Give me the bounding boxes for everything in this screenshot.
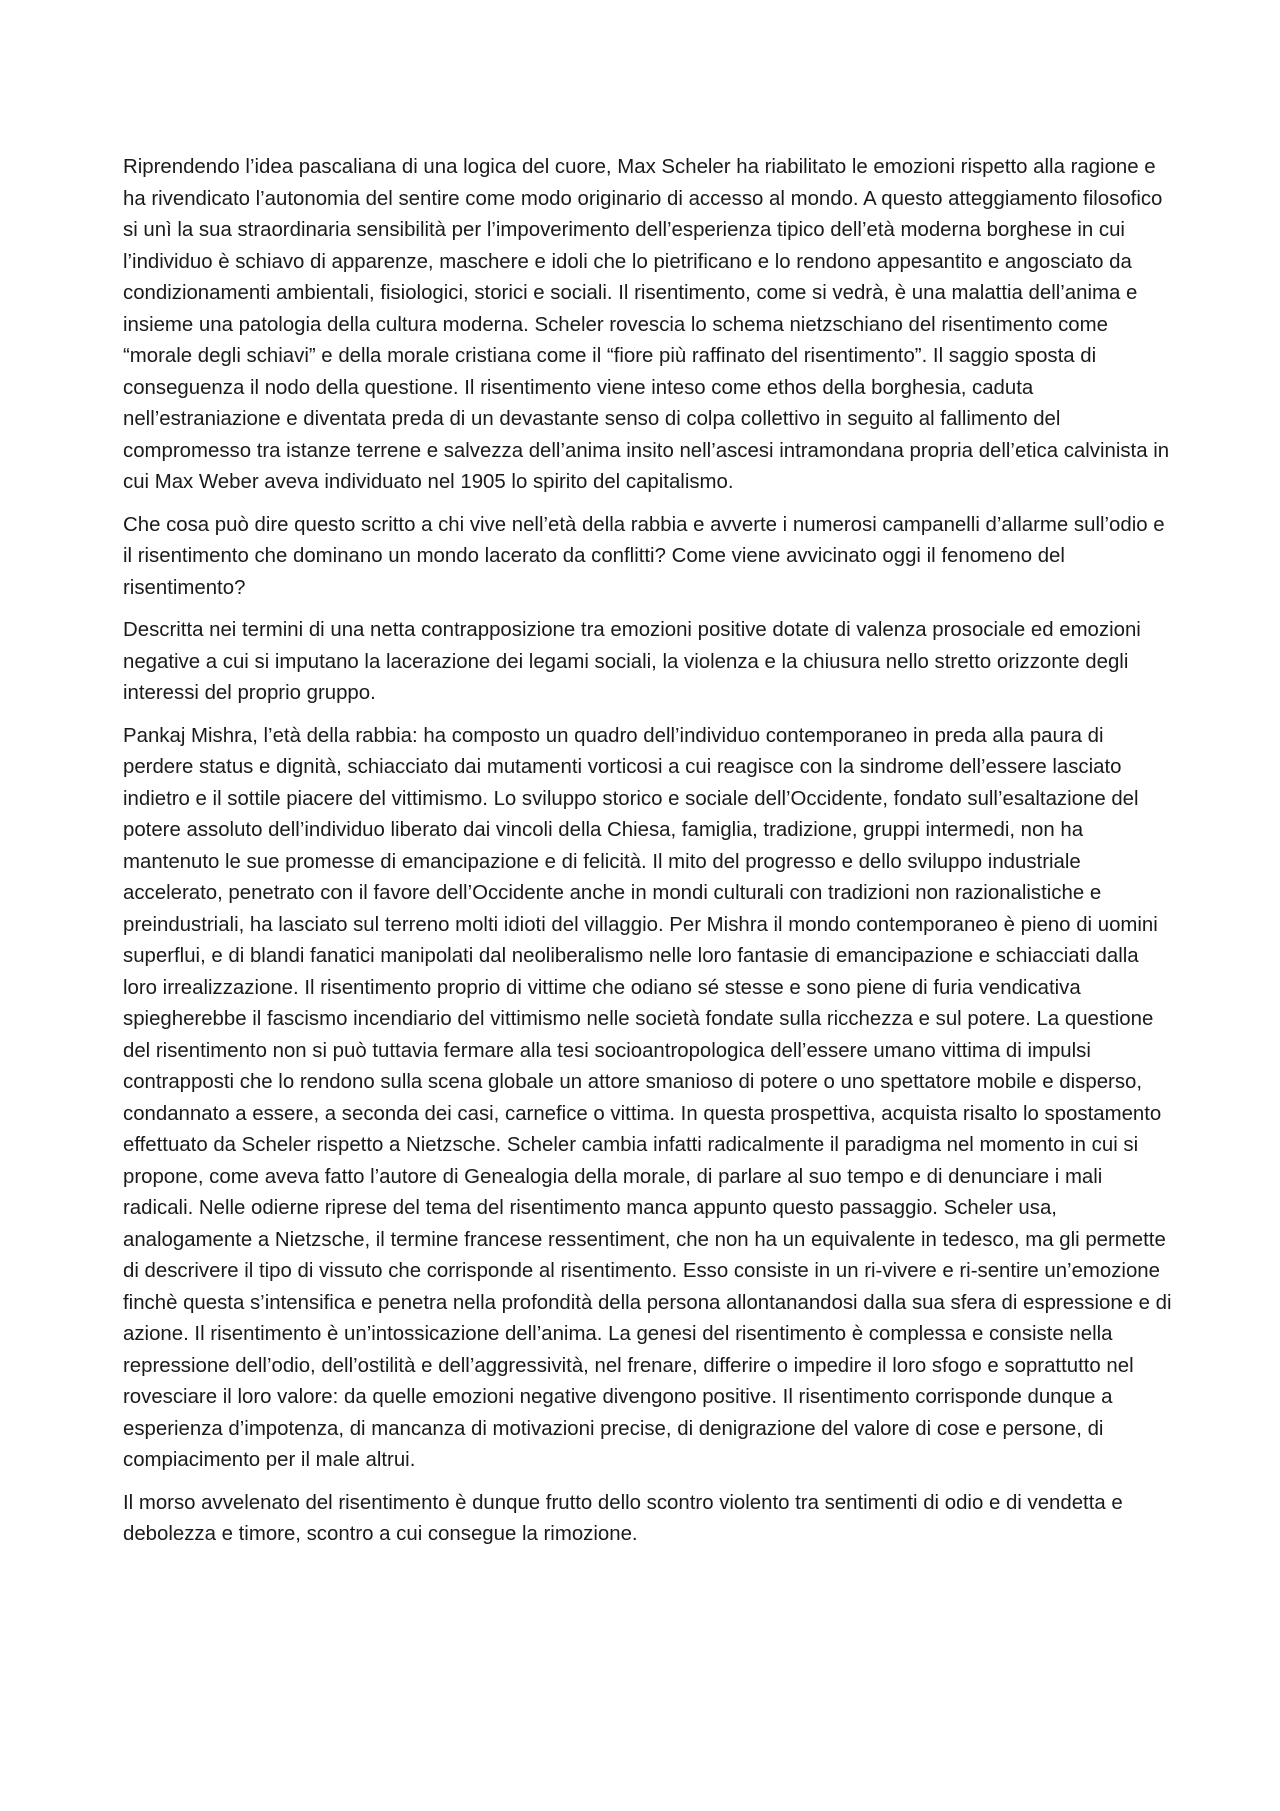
paragraph-1: Riprendendo l’idea pascaliana di una logica del cuore, Max Scheler ha riabilitato le emozioni rispetto alla ragione e ha rivendicato l’autonomia del sentire come modo originario di accesso al mondo. A questo atteggiamento filosofico si unì la sua straordinaria sensibilità per l’impoverimento dell’esperienza tipico dell’età moderna borghese in cui l’individuo è schiavo di apparenze, maschere e idoli che lo pietrificano e lo rendono appesantito e angosciato da condizionamenti ambientali, fisiologici, storici e sociali. Il risentimento, come si vedrà, è una malattia dell’anima e insieme una patologia della cultura moderna. Scheler rovescia lo schema nietzschiano del risentimento come “morale degli schiavi” e della morale cristiana come il “fiore più raffinato del risentimento”. Il saggio sposta di conseguenza il nodo della questione. Il risentimento viene inteso come ethos della borghesia, caduta nell’estraniazione e diventata preda di un devastante senso di colpa collettivo in seguito al fallimento del compromesso tra istanze terrene e salvezza dell’anima insito nell’ascesi intramondana propria dell’etica calvinista in cui Max Weber aveva individuato nel 1905 lo spirito del capitalismo. — [123, 156, 1170, 493]
paragraph-5: Il morso avvelenato del risentimento è dunque frutto dello scontro violento tra sentimenti di odio e di vendetta e debolezza e timore, scontro a cui consegue la rimozione. — [123, 1491, 1123, 1545]
paragraph-3: Descritta nei termini di una netta contrapposizione tra emozioni positive dotate di valenza prosociale ed emozioni negative a cui si imputano la lacerazione dei legami sociali, la violenza e la chiusura nello stretto orizzonte degli interessi del proprio gruppo. — [123, 619, 1141, 704]
paragraph-2: Che cosa può dire questo scritto a chi vive nell’età della rabbia e avverte i numerosi campanelli d’allarme sull’odio e il risentimento che dominano un mondo lacerato da conflitti? Come viene avvicinato oggi il fenomeno del risentimento? — [123, 513, 1165, 599]
document-body — [123, 152, 1173, 1562]
paragraph-4: Pankaj Mishra, l’età della rabbia: ha composto un quadro dell’individuo contemporaneo in preda alla paura di perdere status e dignità, schiacciato dai mutamenti vorticosi a cui reagisce con la sindrome dell’essere lasciato indietro e il sottile piacere del vittimismo. Lo sviluppo storico e sociale dell’Occidente, fondato sull’esaltazione del potere assoluto dell’individuo liberato dai vincoli della Chiesa, famiglia, tradizione, gruppi intermedi, non ha mantenuto le sue promesse di emancipazione e di felicità. Il mito del progresso e dello sviluppo industriale accelerato, penetrato con il favore dell’Occidente anche in mondi culturali con tradizioni non razionalistiche e preindustriali, ha lasciato sul terreno molti idioti del villaggio. Per Mishra il mondo contemporaneo è pieno di uomini superflui, e di blandi fanatici manipolati dal neoliberalismo nelle loro fantasie di emancipazione e schiacciati dalla loro irrealizzazione. Il risentimento proprio di vittime che odiano sé stesse e sono piene di furia vendicativa spiegherebbe il fascismo incendiario del vittimismo nelle società fondate sulla ricchezza e sul potere. La questione del risentimento non si può tuttavia fermare alla tesi socioantropologica dell’essere umano vittima di impulsi contrapposti che lo rendono sulla scena globale un attore smanioso di potere o uno spettatore mobile e disperso, condannato a essere, a seconda dei casi, carnefice o vittima. In questa prospettiva, acquista risalto lo spostamento effettuato da Scheler rispetto a Nietzsche. Scheler cambia infatti radicalmente il paradigma nel momento in cui si propone, come aveva fatto l’autore di Genealogia della morale, di parlare al suo tempo e di denunciare i mali radicali. Nelle odierne riprese del tema del risentimento manca appunto questo passaggio. Scheler usa, analogamente a Nietzsche, il termine francese ressentiment, che non ha un equivalente in tedesco, ma gli permette di descrivere il tipo di vissuto che corrisponde al risentimento. Esso consiste in un ri-vivere e ri-sentire un’emozione finchè questa s’intensifica e penetra nella profondità della persona allontanandosi dalla sua sfera di espressione e di azione. Il risentimento è un’intossicazione dell’anima. La genesi del risentimento è complessa e consiste nella repressione dell’odio, dell’ostilità e dell’aggressività, nel frenare, differire o impedire il loro sfogo e soprattutto nel rovesciare il loro valore: da quelle emozioni negative divengono positive. Il risentimento corrisponde dunque a esperienza d’impotenza, di mancanza di motivazioni precise, di denigrazione del valore di cose e persone, di compiacimento per il male altrui. — [123, 724, 1172, 1471]
